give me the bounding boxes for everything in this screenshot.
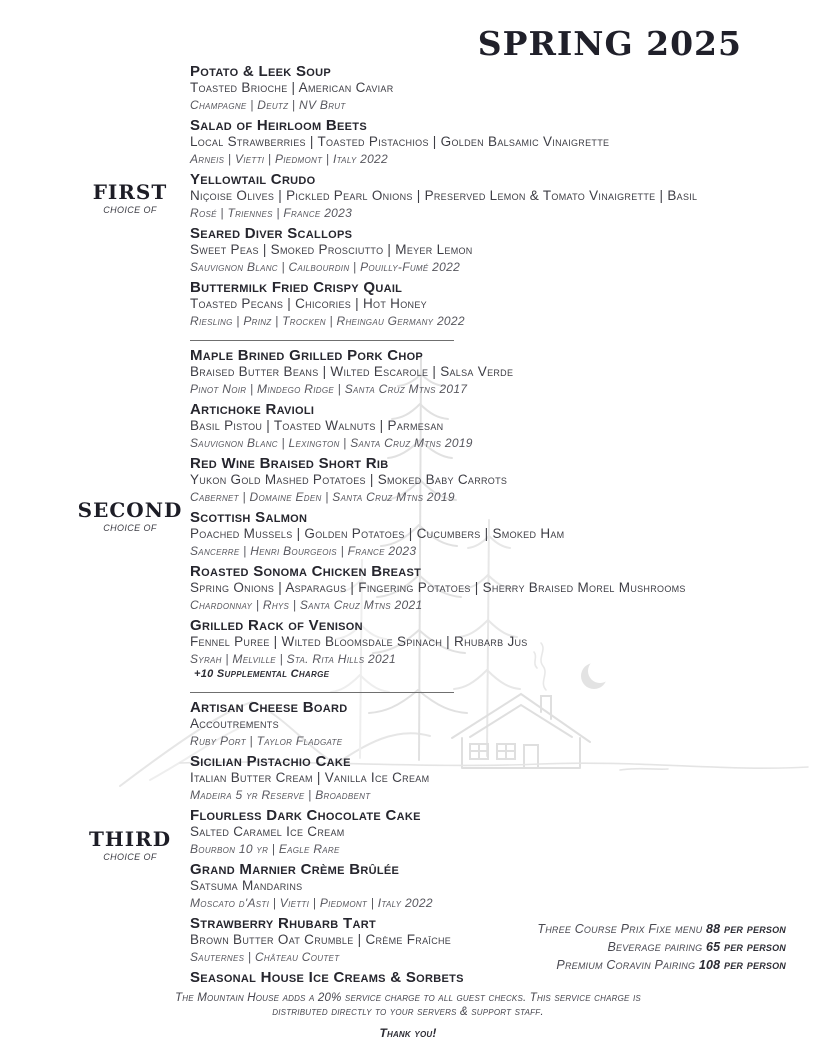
menu-item <box>190 617 800 680</box>
menu-item <box>190 699 800 748</box>
item-name: Artisan Cheese Board <box>190 699 348 716</box>
price-line <box>537 920 786 938</box>
menu-item <box>190 279 800 328</box>
menu-item <box>190 455 800 504</box>
section-divider <box>190 340 454 341</box>
item-wine-pairing: Rosé | Triennes | France 2023 <box>190 206 353 220</box>
item-name: Yellowtail Crudo <box>190 171 316 188</box>
item-wine-pairing: Syrah | Melville | Sta. Rita Hills 2021 <box>190 652 396 666</box>
item-name: Artichoke Ravioli <box>190 401 315 418</box>
item-name: Roasted Sonoma Chicken Breast <box>190 563 422 580</box>
menu-item <box>190 563 800 612</box>
item-description: Basil Pistou | Toasted Walnuts | Parmesan <box>190 418 444 433</box>
price-line <box>537 956 786 974</box>
footer-line1: The Mountain House adds a 20% service charge to all guest checks. This service charge is <box>175 992 641 1004</box>
item-description: Satsuma Mandarins <box>190 878 303 893</box>
item-name: Seasonal House Ice Creams & Sorbets <box>190 969 464 986</box>
course-label: SECOND <box>77 498 183 522</box>
item-description: Sweet Peas | Smoked Prosciutto | Meyer Lemon <box>190 242 473 257</box>
item-description: Braised Butter Beans | Wilted Escarole | Salsa Verde <box>190 364 514 379</box>
menu-courses <box>0 63 816 991</box>
item-description: Yukon Gold Mashed Potatoes | Smoked Baby Carrots <box>190 472 508 487</box>
item-name: Maple Brined Grilled Pork Chop <box>190 347 424 364</box>
menu-item <box>190 347 800 396</box>
item-name: Grand Marnier Crème Brûlée <box>190 861 400 878</box>
menu-item <box>190 807 800 856</box>
course-gutter <box>0 63 190 333</box>
item-wine-pairing: Sauvignon Blanc | Lexington | Santa Cruz Mtns 2019 <box>190 436 473 450</box>
pricing-block <box>537 920 786 974</box>
course-sublabel: CHOICE OF <box>103 852 157 862</box>
menu-item <box>190 225 800 274</box>
item-description: Accoutrements <box>190 716 279 731</box>
item-wine-pairing: Chardonnay | Rhys | Santa Cruz Mtns 2021 <box>190 598 423 612</box>
course-sublabel: CHOICE OF <box>103 205 157 215</box>
item-name: Red Wine Braised Short Rib <box>190 455 389 472</box>
footer-thanks: Thank you! <box>379 1026 437 1040</box>
course-sublabel: CHOICE OF <box>103 523 157 533</box>
item-description: Toasted Brioche | American Caviar <box>190 80 394 95</box>
item-wine-pairing: Champagne | Deutz | NV Brut <box>190 98 346 112</box>
item-description: Brown Butter Oat Crumble | Crème Fraîche <box>190 932 452 947</box>
item-name: Grilled Rack of Venison <box>190 617 363 634</box>
item-description: Spring Onions | Asparagus | Fingering Potatoes | Sherry Braised Morel Mushrooms <box>190 580 686 595</box>
course-items <box>190 347 816 685</box>
item-description: Toasted Pecans | Chicories | Hot Honey <box>190 296 427 311</box>
section-divider <box>190 692 454 693</box>
price-line <box>537 938 786 956</box>
item-description: Italian Butter Cream | Vanilla Ice Cream <box>190 770 430 785</box>
item-wine-pairing: Arneis | Vietti | Piedmont | Italy 2022 <box>190 152 389 166</box>
item-wine-pairing: Sauvignon Blanc | Cailbourdin | Pouilly-Fumé 2022 <box>190 260 461 274</box>
item-description: Poached Mussels | Golden Potatoes | Cucumbers | Smoked Ham <box>190 526 565 541</box>
course-items <box>190 63 816 333</box>
item-name: Potato & Leek Soup <box>190 63 332 80</box>
price-value: 108 per person <box>698 958 786 972</box>
course-gutter <box>0 699 190 991</box>
item-name: Salad of Heirloom Beets <box>190 117 367 134</box>
menu-item <box>190 861 800 910</box>
menu-item <box>190 63 800 112</box>
item-wine-pairing: Sauternes | Château Coutet <box>190 950 340 964</box>
footer <box>0 991 816 1040</box>
menu-item <box>190 401 800 450</box>
item-name: Flourless Dark Chocolate Cake <box>190 807 421 824</box>
menu-title: SPRING 2025 <box>477 24 742 63</box>
item-wine-pairing: Bourbon 10 yr | Eagle Rare <box>190 842 340 856</box>
course-section-second <box>0 347 816 685</box>
price-value: 88 per person <box>706 922 786 936</box>
price-label: Beverage pairing <box>607 940 703 954</box>
course-gutter <box>0 347 190 685</box>
menu-item <box>190 509 800 558</box>
item-wine-pairing: Sancerre | Henri Bourgeois | France 2023 <box>190 544 417 558</box>
item-name: Scottish Salmon <box>190 509 308 526</box>
item-supplement-note: +10 Supplemental Charge <box>194 668 330 680</box>
menu-item <box>190 117 800 166</box>
item-description: Local Strawberries | Toasted Pistachios | Golden Balsamic Vinaigrette <box>190 134 610 149</box>
item-wine-pairing: Pinot Noir | Mindego Ridge | Santa Cruz Mtns 2017 <box>190 382 468 396</box>
item-name: Strawberry Rhubarb Tart <box>190 915 376 932</box>
item-name: Sicilian Pistachio Cake <box>190 753 351 770</box>
footer-line2: distributed directly to your servers & support staff. <box>272 1006 544 1018</box>
course-label: FIRST <box>92 180 168 204</box>
menu-item <box>190 753 800 802</box>
item-wine-pairing: Madeira 5 yr Reserve | Broadbent <box>190 788 371 802</box>
item-description: Niçoise Olives | Pickled Pearl Onions | Preserved Lemon & Tomato Vinaigrette | Basil <box>190 188 698 203</box>
item-wine-pairing: Riesling | Prinz | Trocken | Rheingau Germany 2022 <box>190 314 465 328</box>
price-label: Three Course Prix Fixe menu <box>537 922 703 936</box>
item-description: Salted Caramel Ice Cream <box>190 824 345 839</box>
price-label: Premium Coravin Pairing <box>556 958 696 972</box>
course-label: THIRD <box>88 827 172 851</box>
item-wine-pairing: Ruby Port | Taylor Fladgate <box>190 734 343 748</box>
menu-item <box>190 171 800 220</box>
item-wine-pairing: Moscato d'Asti | Vietti | Piedmont | Italy 2022 <box>190 896 433 910</box>
item-name: Seared Diver Scallops <box>190 225 353 242</box>
item-wine-pairing: Cabernet | Domaine Eden | Santa Cruz Mtns 2019 <box>190 490 455 504</box>
item-name: Buttermilk Fried Crispy Quail <box>190 279 403 296</box>
course-section-first <box>0 63 816 333</box>
item-description: Fennel Puree | Wilted Bloomsdale Spinach | Rhubarb Jus <box>190 634 528 649</box>
price-value: 65 per person <box>706 940 786 954</box>
